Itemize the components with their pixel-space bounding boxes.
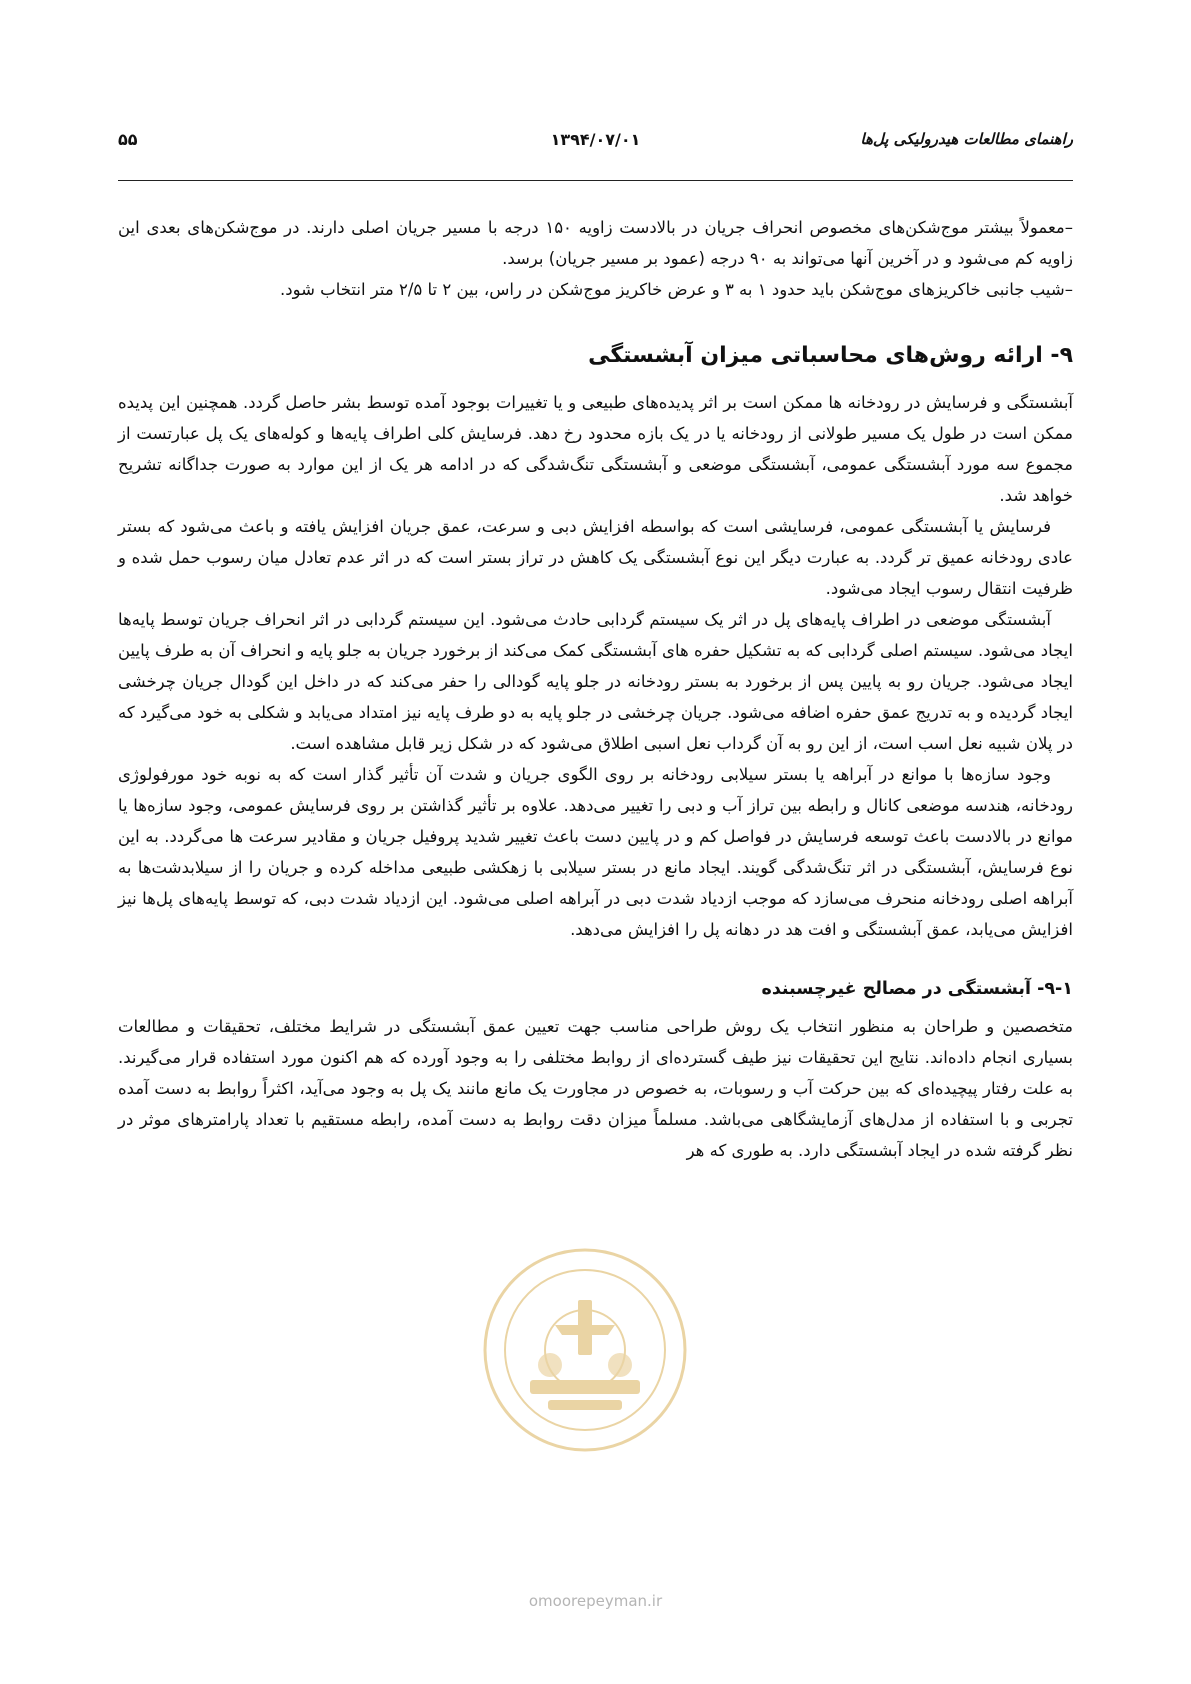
body-paragraph: متخصصین و طراحان به منظور انتخاب یک روش طراحی مناسب جهت تعیین عمق آبشستگی در شرایط مختلف، تحقیقات و مطالعات بسیاری انجام داده‌اند. نتایج این تحقیقات نیز طیف گسترده‌ای از روابط مختلفی را به وجود آورده که هم اکنون مورد استفاده قرار می‌گیرند. به علت رفتار پیچیده‌ای که بین حرکت آب و رسوبات، به خصوص در مجاورت یک مانع مانند یک پل به وجود می‌آید، اکثراً روابط به دست آمده تجربی و با استفاده از مدل‌های آزمایشگاهی می‌باشد. مسلماً میزان دقت روابط به دست آمده، رابطه مستقیم با تعداد پارامترهای موثر در نظر گرفته شده در ایجاد آبشستگی دارد. به طوری که هر [118,1017,1073,1160]
body-paragraph: آبشستگی موضعی در اطراف پایه‌های پل در اثر یک سیستم گردابی حادث می‌شود. این سیستم گردابی در اثر انحراف جریان توسط پایه‌ها ایجاد می‌شود. سیستم اصلی گردابی که به تشکیل حفره های آبشستگی کمک می‌کند از برخورد جریان به جلو پایه و انحراف آن به طرف پایین ایجاد می‌شود. جریان رو به پایین پس از برخورد به بستر رودخانه در جلو پایه گودالی را حفر می‌کند که در داخل این گودال جریان چرخشی ایجاد گردیده و به تدریج عمق حفره اضافه می‌شود. جریان چرخشی در جلو پایه به دو طرف پایه نیز امتداد می‌یابد و شکلی به خود می‌گیرد که در پلان شبیه نعل اسب است، از این رو به آن گرداب نعل اسبی اطلاق می‌شود که در شکل زیر قابل مشاهده است. [118,610,1073,753]
bullet-item: –معمولاً بیشتر موج‌شکن‌های مخصوص انحراف جریان در بالادست زاویه ۱۵۰ درجه با مسیر جریان اصلی دارند. در موج‌شکن‌های بعدی این زاویه کم می‌شود و در آخرین آنها می‌تواند به ۹۰ درجه (عمود بر مسیر جریان) برسد. [118,218,1073,268]
subsection-heading: ۹-۱- آبشستگی در مصالح غیرچسبنده [761,979,1073,999]
running-title: راهنمای مطالعات هیدرولیکی پل‌ها [860,130,1073,148]
body-paragraph: وجود سازه‌ها با موانع در آبراهه یا بستر سیلابی رودخانه بر روی الگوی جریان و شدت آن تأثیر گذار است که به نوبه خود مورفولوژی رودخانه، هندسه موضعی کانال و رابطه بین تراز آب و دبی را تغییر می‌دهد. علاوه بر تأثیر گذاشتن بر روی فرسایش عمومی، وجود سازه‌ها یا موانع در بالادست باعث توسعه فرسایش در فواصل کم و در پایین دست باعث تغییر شدید پروفیل جریان و مقادیر سرعت ها می‌گردد. به این نوع فرسایش، آبشستگی در اثر تنگ‌شدگی گویند. ایجاد مانع در بستر سیلابی با زهکشی طبیعی مداخله کرده و جریان را از سیلابدشت‌ها به آبراهه اصلی رودخانه منحرف می‌سازد که موجب ازدیاد شدت دبی در آبراهه اصلی می‌شود. این ازدیاد شدت دبی، که توسط پایه‌های پل‌ها نیز افزایش می‌یابد، عمق آبشستگی و افت هد در دهانه پل را افزایش می‌دهد. [118,765,1073,939]
bullet-item: –شیب جانبی خاکریزهای موج‌شکن باید حدود ۱ به ۳ و عرض خاکریز موج‌شکن در راس، بین ۲ تا ۲/۵ متر انتخاب شود. [280,280,1073,299]
watermark-site: omoorepeyman.ir [528,1592,663,1610]
page-header [118,130,1073,160]
body-paragraph: آبشستگی و فرسایش در رودخانه ها ممکن است بر اثر پدیده‌های طبیعی و یا تغییرات بوجود آمده توسط بشر حاصل گردد. همچنین این پدیده ممکن است در طول یک مسیر طولانی از رودخانه یا در یک بازه محدود رخ دهد. فرسایش کلی اطراف پایه‌ها و کوله‌های یک پل عبارتست از مجموع سه مورد آبشستگی عمومی، آبشستگی موضعی و آبشستگی تنگ‌شدگی که در ادامه هر یک از این موارد به صورت جداگانه تشریح خواهد شد. [118,393,1073,505]
page-number: ۵۵ [118,130,138,149]
header-date: ۱۳۹۴/۰۷/۰۱ [550,130,641,149]
section-heading: ۹- ارائه روش‌های محاسباتی میزان آبشستگی [588,343,1073,368]
header-divider [118,180,1073,181]
page-body [118,212,1073,1166]
seal-watermark-icon [470,1230,700,1470]
body-paragraph: فرسایش یا آبشستگی عمومی، فرسایشی است که بواسطه افزایش دبی و سرعت، عمق جریان افزایش یافته و باعث می‌شود که بستر عادی رودخانه عمیق تر گردد. به عبارت دیگر این نوع آبشستگی یک کاهش در تراز بستر است که در اثر عدم تعادل میان رسوب حمل شده و ظرفیت انتقال رسوب ایجاد می‌شود. [118,517,1073,598]
